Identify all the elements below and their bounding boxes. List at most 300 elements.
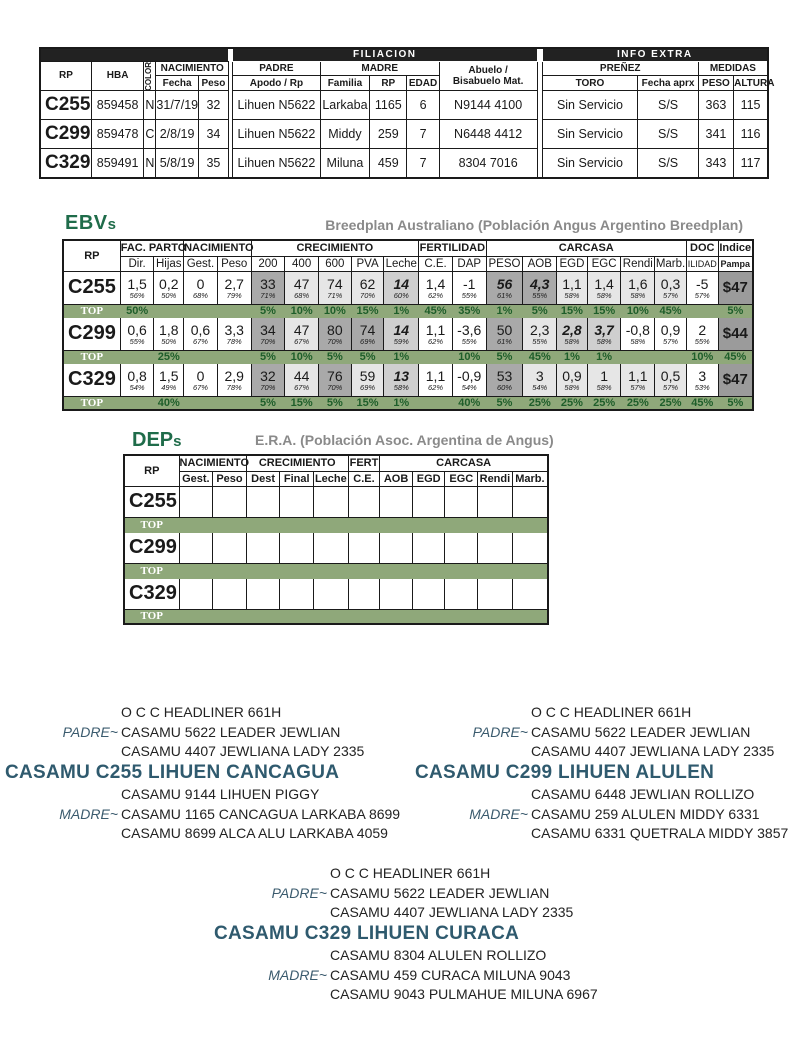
familia-cell: Larkaba — [320, 91, 369, 120]
ebv-value: 62 — [359, 276, 376, 292]
ebv-value-cell — [452, 317, 486, 350]
ebv-accuracy: 61% — [496, 337, 512, 346]
ebv-col-header: 400 — [285, 256, 319, 271]
pedigree-block — [5, 703, 401, 843]
dep-value-cell — [348, 578, 380, 609]
table-row — [40, 91, 768, 120]
pedigree-line: CASAMU 1165 CANCAGUA LARKABA 8699 — [121, 805, 401, 822]
ebv-accuracy: 61% — [496, 291, 512, 300]
ebv-accuracy: 70% — [327, 337, 343, 346]
dep-col-header: AOB — [380, 471, 413, 486]
ebv-value: 56 — [496, 276, 513, 292]
rp-header: RP — [63, 240, 120, 271]
ebv-value: 76 — [327, 368, 343, 384]
ebv-value-cell — [587, 363, 621, 396]
table-row — [40, 120, 768, 149]
fecha-cell: 5/8/19 — [156, 149, 198, 178]
ebv-value-cell — [686, 271, 718, 304]
ebv-subtitle: Breedplan Australiano (Población Angus Argentino Breedplan) — [325, 217, 743, 233]
peso-medida-cell: 363 — [698, 91, 733, 120]
top-percent: 10% — [452, 350, 486, 363]
ebv-value-cell — [621, 363, 655, 396]
ebv-accuracy: 60% — [496, 383, 512, 392]
top-percent — [217, 304, 251, 317]
ebv-accuracy: 58% — [393, 383, 409, 392]
peso-cell: 32 — [198, 91, 228, 120]
dep-value-cell — [348, 532, 380, 563]
crecimiento-header: CRECIMIENTO — [246, 455, 348, 471]
madre-label: MADRE~ — [59, 805, 118, 822]
rp-cell: C329 — [40, 149, 91, 178]
edad-cell: 6 — [407, 91, 439, 120]
ebv-value-cell — [184, 317, 218, 350]
top-percent: 50% — [120, 304, 154, 317]
ebv-value: 1,5 — [127, 276, 147, 292]
fecha-header: Fecha — [156, 75, 198, 91]
top-percent: 5% — [251, 350, 285, 363]
ebv-accuracy: 78% — [226, 337, 242, 346]
ebv-value: 2,7 — [224, 276, 244, 292]
carcasa-header: CARCASA — [486, 240, 686, 256]
dep-value-cell — [380, 486, 413, 517]
ebv-accuracy: 68% — [294, 291, 310, 300]
abuelo-cell: N9144 4100 — [439, 91, 537, 120]
top-percent — [184, 396, 218, 410]
top-percent: 45% — [523, 350, 557, 363]
ebv-value-cell — [452, 363, 486, 396]
top-percent: 1% — [557, 350, 588, 363]
top-percent: 10% — [285, 350, 319, 363]
carcasa-header: CARCASA — [380, 455, 548, 471]
top-percent: 40% — [452, 396, 486, 410]
ebv-value-cell — [655, 271, 687, 304]
ebv-value-cell — [285, 271, 319, 304]
pedigree-line: CASAMU 4407 JEWLIANA LADY 2335 — [330, 904, 574, 920]
ebv-value-cell — [486, 363, 523, 396]
edad-cell: 7 — [407, 120, 439, 149]
ebv-value: 47 — [293, 276, 310, 292]
ebv-value: -0,8 — [625, 322, 650, 338]
padre-cell: Lihuen N5622 — [233, 149, 321, 178]
edad-header: EDAD — [407, 75, 439, 91]
ebv-title: EBVs — [65, 212, 117, 234]
ebv-value-cell — [251, 271, 285, 304]
dep-value-cell — [314, 486, 349, 517]
ebv-accuracy: 62% — [427, 337, 443, 346]
top-percent: 10% — [318, 304, 351, 317]
top-percent — [217, 350, 251, 363]
ebv-accuracy: 62% — [427, 291, 443, 300]
ebv-accuracy: 57% — [630, 383, 646, 392]
top-percent: 1% — [384, 396, 419, 410]
ebv-col-header: Hijas — [154, 256, 184, 271]
ebv-value-cell — [523, 271, 557, 304]
top-percent: 45% — [718, 350, 753, 363]
rp-cell: C299 — [40, 120, 91, 149]
familia-cell: Middy — [320, 120, 369, 149]
ebv-value-cell — [419, 271, 453, 304]
peso-cell: 35 — [198, 149, 228, 178]
top-percent: 40% — [154, 396, 184, 410]
top-percent — [184, 304, 218, 317]
ebv-accuracy: 68% — [192, 291, 208, 300]
dep-col-header: Peso — [213, 471, 247, 486]
animal-name: CASAMU C255 LIHUEN CANCAGUA — [5, 762, 340, 783]
top-percent: 5% — [318, 350, 351, 363]
ebv-accuracy: 49% — [161, 383, 177, 392]
hba-header: HBA — [91, 61, 143, 91]
fert-header: FERT — [348, 455, 380, 471]
edad-cell: 7 — [407, 149, 439, 178]
ebv-col-header: EGC — [587, 256, 621, 271]
ebv-accuracy: 58% — [564, 337, 580, 346]
top-row — [63, 396, 753, 410]
top-percent: 25% — [621, 396, 655, 410]
top-percent: 1% — [486, 304, 523, 317]
ebv-value: 50 — [496, 322, 513, 338]
ebv-value: 1 — [600, 368, 608, 384]
ebv-accuracy: 55% — [129, 337, 145, 346]
dep-value-cell — [380, 578, 413, 609]
pedigree-line: CASAMU 8304 ALULEN ROLLIZO — [330, 947, 547, 963]
ebv-value: 34 — [260, 322, 276, 338]
ebv-value: 4,3 — [530, 276, 550, 292]
ebv-col-header: Leche — [385, 257, 417, 270]
ebv-value-cell — [318, 317, 351, 350]
ebv-value: 0 — [196, 368, 205, 384]
pedigree-line: O C C HEADLINER 661H — [330, 865, 491, 881]
ebv-value-cell — [384, 317, 419, 350]
ebv-value-cell — [655, 317, 687, 350]
ebv-accuracy: 59% — [393, 337, 409, 346]
ebv-value: -0,9 — [457, 368, 482, 384]
ebv-accuracy: 58% — [564, 291, 580, 300]
top-percent: 25% — [523, 396, 557, 410]
top-percent: 25% — [154, 350, 184, 363]
toro-cell: Sin Servicio — [542, 149, 638, 178]
madre-header: MADRE — [320, 61, 439, 75]
ebv-accuracy: 54% — [129, 383, 145, 392]
rp-cell: C255 — [63, 271, 120, 304]
fecha-aprx-cell: S/S — [638, 149, 698, 178]
dep-value-cell — [246, 532, 280, 563]
ebv-col-header: Peso — [217, 256, 251, 271]
top-label: TOP — [63, 396, 120, 410]
top-percent: 25% — [557, 396, 588, 410]
padre-cell: Lihuen N5622 — [233, 120, 321, 149]
filiacion-table — [39, 47, 775, 179]
ebv-col-header: PVA — [351, 256, 384, 271]
nacimiento-header: NACIMIENTO — [156, 61, 229, 75]
ebv-value-cell — [154, 363, 184, 396]
toro-cell: Sin Servicio — [542, 91, 638, 120]
ebv-value: 1,1 — [562, 276, 582, 292]
pedigree-line: CASAMU 6331 QUETRALA MIDDY 3857 — [531, 825, 789, 841]
table-row — [124, 532, 548, 563]
table-row — [63, 271, 753, 304]
dep-value-cell — [213, 532, 247, 563]
padre-label: PADRE~ — [472, 723, 528, 740]
top-percent — [686, 304, 718, 317]
top-percent — [419, 350, 453, 363]
dep-value-cell — [213, 578, 247, 609]
color-cell: N — [144, 149, 156, 178]
ebv-value-cell — [285, 363, 319, 396]
ebv-accuracy: 58% — [630, 337, 646, 346]
fertilidad-header: FERTILIDAD — [419, 240, 486, 256]
ebv-value: 0,6 — [127, 322, 147, 338]
dep-col-header: Rendi — [478, 471, 513, 486]
ebv-accuracy: 69% — [360, 383, 376, 392]
indice-pampa-cell: $47 — [718, 271, 753, 304]
ebv-value-cell — [384, 363, 419, 396]
madre-rp-cell: 259 — [370, 120, 407, 149]
top-percent: 1% — [384, 304, 419, 317]
ebv-col-header: AOB — [523, 256, 557, 271]
madre-rp-cell: 459 — [370, 149, 407, 178]
dep-value-cell — [280, 578, 314, 609]
altura-header: ALTURA — [734, 75, 768, 91]
peso-medida-cell: 341 — [698, 120, 733, 149]
ebv-value-cell — [217, 317, 251, 350]
top-percent — [217, 396, 251, 410]
rp-header: RP — [124, 455, 179, 486]
top-percent — [154, 304, 184, 317]
color-cell: N — [144, 91, 156, 120]
rp-header: RP — [40, 61, 91, 91]
ebv-accuracy: 55% — [532, 337, 548, 346]
ebv-value-cell — [621, 317, 655, 350]
padre-label: PADRE~ — [62, 723, 118, 740]
dep-value-cell — [512, 486, 548, 517]
ebv-value: 2,3 — [530, 322, 550, 338]
ebv-value: 0,8 — [127, 368, 147, 384]
ebv-value: 0,6 — [190, 322, 211, 338]
ebv-value: 1,4 — [594, 276, 614, 292]
pedigree-line: CASAMU 5622 LEADER JEWLIAN — [531, 723, 751, 740]
ebv-value: 3 — [535, 368, 544, 384]
ebv-value: 1,1 — [425, 368, 446, 384]
top-bar — [179, 563, 548, 578]
ebv-value: 44 — [293, 368, 310, 384]
ebv-col-header: EGD — [557, 256, 588, 271]
ebv-value-cell — [351, 317, 384, 350]
hba-cell: 859458 — [91, 91, 143, 120]
ebv-value-cell — [120, 317, 154, 350]
ebv-value: 13 — [393, 368, 410, 384]
ebv-value: 0 — [196, 276, 205, 292]
pedigree-line: CASAMU 9144 LIHUEN PIGGY — [121, 786, 320, 802]
ebv-value-cell — [318, 363, 351, 396]
dep-value-cell — [412, 532, 445, 563]
ebv-value: -3,6 — [457, 322, 482, 338]
ebv-value-cell — [217, 363, 251, 396]
ebv-value-cell — [419, 317, 453, 350]
rp-cell: C255 — [124, 486, 179, 517]
nacimiento-header: NACIMIENTO — [184, 240, 251, 256]
apodo-header: Apodo / Rp — [233, 75, 321, 91]
ebv-value-cell — [184, 271, 218, 304]
ebv-accuracy: 57% — [663, 337, 679, 346]
pedigree-line: CASAMU 5622 LEADER JEWLIAN — [121, 723, 341, 740]
top-percent: 15% — [285, 396, 319, 410]
ebv-value: 0,2 — [159, 276, 179, 292]
ebv-accuracy: 70% — [360, 291, 376, 300]
dep-value-cell — [314, 578, 349, 609]
dep-col-header: Final — [280, 471, 314, 486]
ebv-value-cell — [655, 363, 687, 396]
ebv-value-cell — [251, 363, 285, 396]
ebv-accuracy: 50% — [161, 337, 177, 346]
padre-cell: Lihuen N5622 — [233, 91, 321, 120]
ebv-col-header: 600 — [318, 256, 351, 271]
dep-value-cell — [246, 578, 280, 609]
abuelo-cell: N6448 4412 — [439, 120, 537, 149]
dep-col-header: Marb. — [512, 471, 548, 486]
top-label: TOP — [63, 304, 120, 317]
ebv-accuracy: 79% — [226, 291, 242, 300]
ebv-accuracy: 69% — [360, 337, 376, 346]
top-label: TOP — [124, 609, 179, 624]
familia-cell: Miluna — [320, 149, 369, 178]
top-percent: 15% — [557, 304, 588, 317]
pedigree-line: CASAMU 5622 LEADER JEWLIAN — [330, 884, 550, 901]
ebv-col-header: DAP — [452, 256, 486, 271]
ebv-value: 1,8 — [159, 322, 179, 338]
top-percent — [120, 396, 154, 410]
top-percent: 25% — [655, 396, 687, 410]
ebv-accuracy: 67% — [192, 383, 208, 392]
ebv-col-header: PESO — [486, 256, 523, 271]
ebv-accuracy: 70% — [260, 337, 276, 346]
ebv-value: 74 — [327, 276, 343, 292]
ebv-accuracy: 58% — [596, 291, 612, 300]
ebv-value: 0,9 — [660, 322, 681, 338]
top-bar — [179, 609, 548, 624]
padre-header: PADRE — [233, 61, 321, 75]
ebv-value-cell — [587, 317, 621, 350]
ebv-value-cell — [384, 271, 419, 304]
ebv-value-cell — [557, 271, 588, 304]
ebv-table — [62, 239, 754, 411]
ebv-col-header: Rendi — [622, 257, 653, 270]
indice-pampa-cell: $44 — [718, 317, 753, 350]
table-row — [40, 149, 768, 178]
table-row — [124, 486, 548, 517]
toro-cell: Sin Servicio — [542, 120, 638, 149]
dep-value-cell — [445, 578, 478, 609]
ebv-accuracy: 67% — [192, 337, 208, 346]
madre-label: MADRE~ — [268, 966, 327, 983]
ebv-accuracy: 55% — [461, 337, 477, 346]
hba-cell: 859491 — [91, 149, 143, 178]
ebv-accuracy: 58% — [630, 291, 646, 300]
ebv-accuracy: 62% — [427, 383, 443, 392]
altura-cell: 115 — [734, 91, 768, 120]
top-percent: 5% — [351, 350, 384, 363]
ebv-accuracy: 60% — [393, 291, 409, 300]
ebv-value: 53 — [496, 368, 513, 384]
ebv-value-cell — [285, 317, 319, 350]
top-percent — [120, 350, 154, 363]
ebv-accuracy: 57% — [663, 291, 679, 300]
dep-col-header: EGD — [412, 471, 445, 486]
ebv-value-cell — [217, 271, 251, 304]
top-percent — [655, 350, 687, 363]
ebv-col-header: Dir. — [120, 256, 154, 271]
ebv-accuracy: 58% — [596, 337, 612, 346]
fac-parto-header: FAC. PARTO — [120, 240, 183, 256]
dep-value-cell — [179, 486, 213, 517]
ebv-accuracy: 55% — [532, 291, 548, 300]
ebv-value: 14 — [393, 322, 410, 338]
ebv-accuracy: 57% — [694, 291, 710, 300]
ebv-accuracy: 78% — [226, 383, 242, 392]
animal-name: CASAMU C299 LIHUEN ALULEN — [415, 762, 715, 783]
ebv-accuracy: 70% — [327, 383, 343, 392]
peso-medida-header: PESO — [698, 75, 733, 91]
fecha-aprx-header: Fecha aprx — [638, 75, 698, 91]
ebv-accuracy: 55% — [694, 337, 710, 346]
fecha-aprx-cell: S/S — [638, 91, 698, 120]
dep-value-cell — [478, 486, 513, 517]
medidas-header: MEDIDAS — [698, 61, 768, 75]
fecha-cell: 31/7/19 — [156, 91, 198, 120]
top-row — [63, 304, 753, 317]
top-row — [124, 517, 548, 532]
dep-value-cell — [179, 532, 213, 563]
ebv-accuracy: 53% — [694, 383, 710, 392]
pedigree-block — [415, 703, 789, 843]
indice-header: Indice — [718, 240, 753, 256]
dep-col-header: C.E. — [348, 471, 380, 486]
ebv-accuracy: 55% — [461, 291, 477, 300]
abuelo-cell: 8304 7016 — [439, 149, 537, 178]
ebv-value: 2,8 — [562, 322, 582, 338]
rp-cell: C299 — [124, 532, 179, 563]
indice-pampa-cell: $47 — [718, 363, 753, 396]
top-percent: 45% — [686, 396, 718, 410]
top-bar — [179, 517, 548, 532]
table-row — [63, 317, 753, 350]
top-percent: 1% — [587, 350, 621, 363]
ebv-value: 0,3 — [660, 276, 681, 292]
ebv-accuracy: 67% — [294, 383, 310, 392]
ebv-accuracy: 70% — [260, 383, 276, 392]
ebv-value: -1 — [463, 276, 476, 292]
ebv-value: 74 — [359, 322, 376, 338]
ebv-value: 3,3 — [224, 322, 244, 338]
dep-value-cell — [512, 532, 548, 563]
top-percent: 5% — [718, 396, 753, 410]
ebv-value: 32 — [260, 368, 276, 384]
pedigree-block — [214, 864, 598, 1004]
pedigree-line: CASAMU 6448 JEWLIAN ROLLIZO — [531, 786, 755, 802]
color-cell: C — [144, 120, 156, 149]
ebv-value: 0,9 — [562, 368, 582, 384]
dep-value-cell — [179, 578, 213, 609]
ebv-col-header: 200 — [251, 256, 285, 271]
ebv-accuracy: 54% — [461, 383, 477, 392]
pedigree-line: O C C HEADLINER 661H — [121, 704, 282, 720]
top-percent: 5% — [523, 304, 557, 317]
ebv-col-header: Gest. — [184, 256, 218, 271]
top-percent: 5% — [486, 350, 523, 363]
ebv-value-cell — [120, 363, 154, 396]
ebv-accuracy: 71% — [327, 291, 343, 300]
ebv-accuracy: 58% — [596, 383, 612, 392]
peso-header: Peso — [198, 75, 228, 91]
